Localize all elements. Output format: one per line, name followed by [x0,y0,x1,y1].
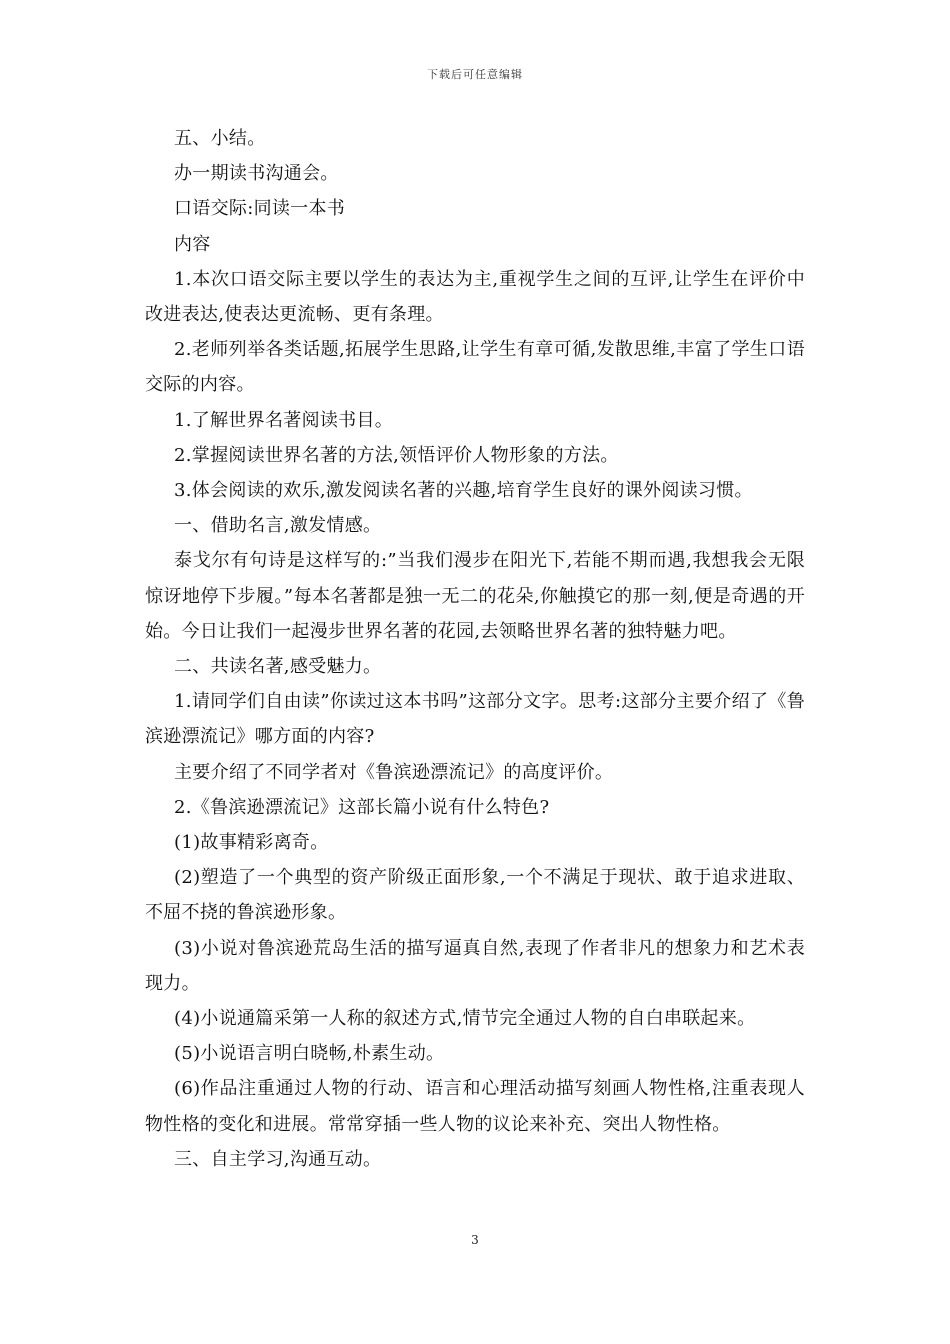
paragraph: 1.了解世界名著阅读书目。 [174,409,394,431]
paragraph: (3)小说对鲁滨逊荒岛生活的描写逼真自然,表现了作者非凡的想象力和艺术表现力。 [145,937,805,994]
paragraph: 口语交际:同读一本书 [174,198,346,220]
paragraph: 泰戈尔有句诗是这样写的:”当我们漫步在阳光下,若能不期而遇,我想我会无限惊讶地停下步履。”每本名著都是独一无二的花朵,你触摸它的那一刻,便是奇遇的开始。今日让我们一起漫步世界名著的花园,去领略世界名著的独特魅力吧。 [145,550,805,642]
paragraph: 主要介绍了不同学者对《鲁滨逊漂流记》的高度评价。 [174,761,614,783]
document-body [145,121,805,1177]
paragraph: 二、共读名著,感受魅力。 [174,656,382,678]
paragraph: 3.体会阅读的欢乐,激发阅读名著的兴趣,培育学生良好的课外阅读习惯。 [174,480,753,502]
paragraph: 内容 [174,233,211,255]
page-header: 下载后可任意编辑 [427,68,523,81]
paragraph: 一、借助名言,激发情感。 [174,515,382,537]
paragraph: (5)小说语言明白晓畅,朴素生动。 [174,1043,445,1065]
paragraph: 2.老师列举各类话题,拓展学生思路,让学生有章可循,发散思维,丰富了学生口语交际的内容。 [145,339,805,396]
paragraph: (1)故事精彩离奇。 [174,832,329,854]
paragraph: 1.请同学们自由读”你读过这本书吗”这部分文字。思考:这部分主要介绍了《鲁滨逊漂流记》哪方面的内容? [145,691,805,748]
paragraph: 2.《鲁滨逊漂流记》这部长篇小说有什么特色? [174,796,550,818]
paragraph: 2.掌握阅读世界名著的方法,领悟评价人物形象的方法。 [174,444,619,466]
paragraph: (6)作品注重通过人物的行动、语言和心理活动描写刻画人物性格,注重表现人物性格的变化和进展。常常穿插一些人物的议论来补充、突出人物性格。 [145,1078,805,1135]
page-number: 3 [471,1233,479,1247]
paragraph: (4)小说通篇采第一人称的叙述方式,情节完全通过人物的自白串联起来。 [174,1008,756,1030]
paragraph: 办一期读书沟通会。 [174,163,339,185]
paragraph: (2)塑造了一个典型的资产阶级正面形象,一个不满足于现状、敢于追求进取、不屈不挠的鲁滨逊形象。 [145,867,805,924]
paragraph: 三、自主学习,沟通互动。 [174,1148,382,1170]
paragraph: 五、小结。 [174,128,266,149]
paragraph: 1.本次口语交际主要以学生的表达为主,重视学生之间的互评,让学生在评价中改进表达,使表达更流畅、更有条理。 [145,268,805,326]
